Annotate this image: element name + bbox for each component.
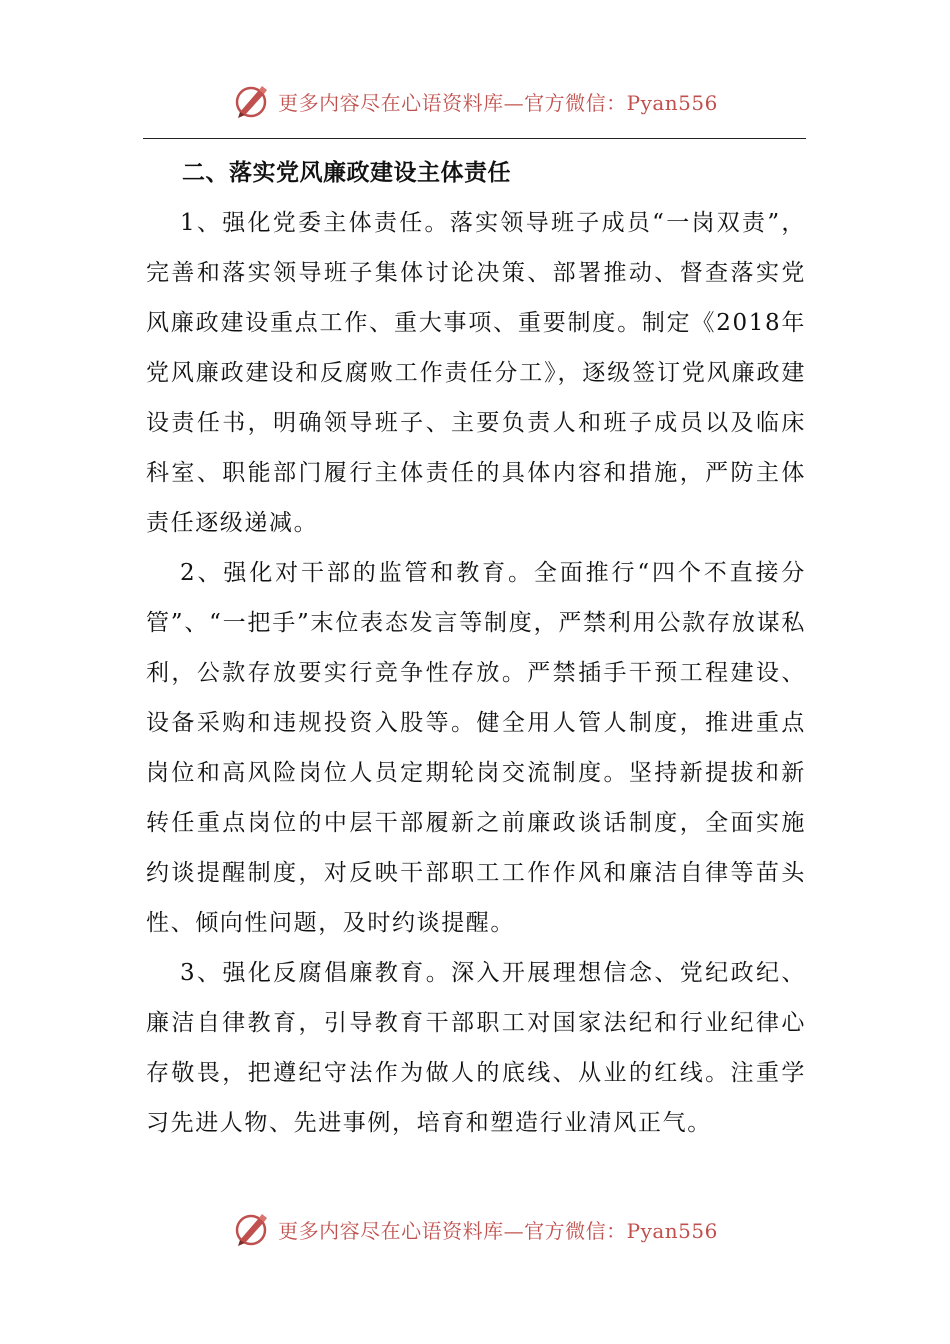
section-title: 二、落实党风廉政建设主体责任: [182, 160, 511, 186]
pen-logo-icon: [232, 1209, 272, 1249]
watermark-text: 更多内容尽在心语资料库—官方微信：Pyan556: [278, 90, 718, 115]
watermark-footer: [0, 1204, 950, 1254]
paragraph-1: 1、强化党委主体责任。落实领导班子成员“一岗双责”，完善和落实领导班子集体讨论决策、部署推动、督查落实党风廉政建设重点工作、重大事项、重要制度。制定《2018年党风廉政建设和反腐败工作责任分工》，逐级签订党风廉政建设责任书，明确领导班子、主要负责人和班子成员以及临床科室、职能部门履行主体责任的具体内容和措施，严防主体责任逐级递减。: [146, 210, 806, 536]
paragraph-2: 2、强化对干部的监管和教育。全面推行“四个不直接分管”、“一把手”末位表态发言等制度，严禁利用公款存放谋私利，公款存放要实行竞争性存放。严禁插手干预工程建设、设备采购和违规投资入股等。健全用人管人制度，推进重点岗位和高风险岗位人员定期轮岗交流制度。坚持新提拔和新转任重点岗位的中层干部履新之前廉政谈话制度，全面实施约谈提醒制度，对反映干部职工工作作风和廉洁自律等苗头性、倾向性问题，及时约谈提醒。: [146, 560, 806, 936]
header-divider: [143, 138, 806, 139]
watermark-text: 更多内容尽在心语资料库—官方微信：Pyan556: [278, 1218, 718, 1243]
pen-logo-icon: [232, 81, 272, 121]
paragraph-3: 3、强化反腐倡廉教育。深入开展理想信念、党纪政纪、廉洁自律教育，引导教育干部职工对国家法纪和行业纪律心存敬畏，把遵纪守法作为做人的底线、从业的红线。注重学习先进人物、先进事例，培育和塑造行业清风正气。: [146, 960, 806, 1136]
watermark-header: [0, 76, 950, 126]
document-body: [146, 148, 806, 1148]
